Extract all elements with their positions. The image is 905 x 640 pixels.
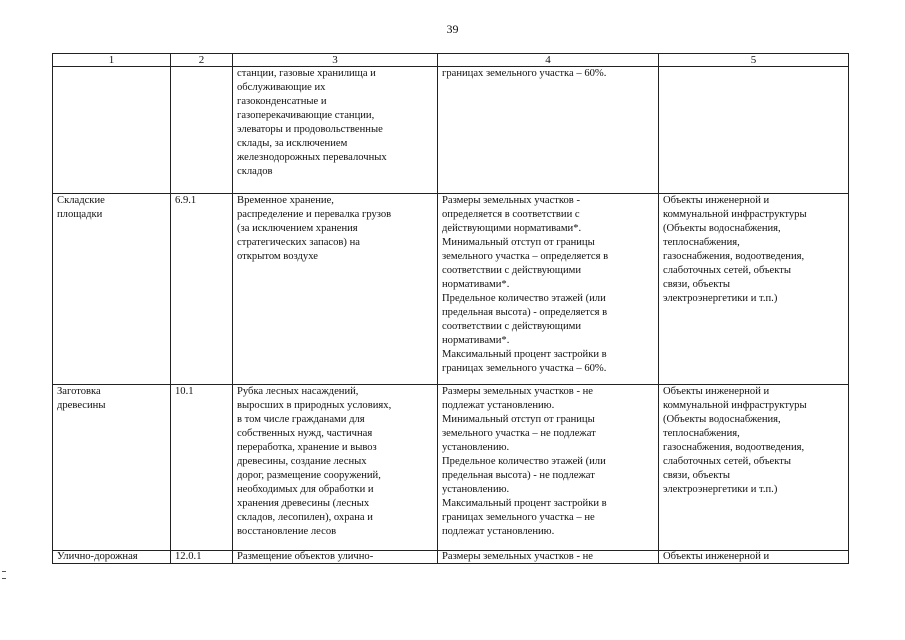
land-use-name-cell — [53, 67, 171, 194]
land-use-code-cell — [171, 194, 233, 385]
table-row — [53, 551, 849, 564]
auxiliary-uses-cell — [659, 194, 849, 385]
land-use-code-cell — [171, 67, 233, 194]
cell-text: Улично-дорожная — [57, 551, 138, 562]
table-row — [53, 385, 849, 551]
cell-text: Временное хранение, распределение и перевалка грузов (за исключением хранения стратегических запасов) на открытом воздухе — [237, 195, 392, 262]
zoning-regulations-table — [52, 53, 849, 564]
cell-text: 10.1 — [175, 386, 194, 397]
table-header-row — [53, 54, 849, 67]
auxiliary-uses-cell — [659, 385, 849, 551]
cell-text: границах земельного участка – 60%. — [442, 68, 607, 79]
description-cell — [233, 67, 438, 194]
parameters-cell — [438, 194, 659, 385]
cell-text: Заготовка древесины — [57, 386, 106, 411]
parameters-cell — [438, 551, 659, 564]
description-cell — [233, 551, 438, 564]
cell-text: Размещение объектов улично- — [237, 551, 374, 562]
cell-text: 12.0.1 — [175, 551, 202, 562]
cell-text: Объекты инженерной и — [663, 551, 770, 562]
cell-text: Объекты инженерной и коммунальной инфраструктуры (Объекты водоснабжения, теплоснабжения, газоснабжения, водоотведения, слаботочных сетей, объекты связи, объекты электроэнергетики и т.п.) — [663, 195, 807, 304]
column-header: 3 — [233, 54, 438, 67]
cell-text: Размеры земельных участков - определяется в соответствии с действующими нормативами*. Минимальный отступ от границы земельного участка – определяется в соответствии с действующими нормативами*. Предельное количество этажей (или предельная высота) - определяется в соответствии с действующими нормативами*. Максимальный процент застройки в границах земельного участка – 60%. — [442, 195, 609, 374]
column-header: 4 — [438, 54, 659, 67]
table-row — [53, 194, 849, 385]
cell-text: станции, газовые хранилища и обслуживающие их газоконденсатные и газоперекачивающие станции, элеваторы и продовольственные склады, за исключением железнодорожных перевалочных складов — [237, 68, 387, 177]
cell-text: Объекты инженерной и коммунальной инфраструктуры (Объекты водоснабжения, теплоснабжения, газоснабжения, водоотведения, слаботочных сетей, объекты связи, объекты электроэнергетики и т.п.) — [663, 386, 807, 495]
land-use-name-cell — [53, 194, 171, 385]
land-use-code-cell — [171, 551, 233, 564]
auxiliary-uses-cell — [659, 551, 849, 564]
land-use-name-cell — [53, 551, 171, 564]
auxiliary-uses-cell — [659, 67, 849, 194]
column-header: 2 — [171, 54, 233, 67]
cell-text: Размеры земельных участков - не — [442, 551, 594, 562]
page-number: 39 — [446, 22, 459, 36]
land-use-code-cell — [171, 385, 233, 551]
column-header: 1 — [53, 54, 171, 67]
description-cell — [233, 194, 438, 385]
description-cell — [233, 385, 438, 551]
column-header: 5 — [659, 54, 849, 67]
cell-text: 6.9.1 — [175, 195, 197, 206]
parameters-cell — [438, 385, 659, 551]
parameters-cell — [438, 67, 659, 194]
cell-text: Размеры земельных участков - не подлежат установлению. Минимальный отступ от границы земельного участка – не подлежат установлению. Предельное количество этажей (или предельная высота) - не подлежат установлению. Максимальный процент застройки в границах земельного участка – не подлежат установлению. — [442, 386, 607, 537]
land-use-name-cell — [53, 385, 171, 551]
table-row — [53, 67, 849, 194]
cell-text: Складские площадки — [57, 195, 105, 220]
scan-margin-mark — [2, 571, 6, 579]
cell-text: Рубка лесных насаждений, выросших в природных условиях, в том числе гражданами для собственных нужд, частичная переработка, хранение и вывоз древесины, создание лесных дорог, размещение сооружений, необходимых для обработки и хранения древесины (лесных складов, лесопилен), охрана и восстановление лесов — [237, 386, 392, 537]
